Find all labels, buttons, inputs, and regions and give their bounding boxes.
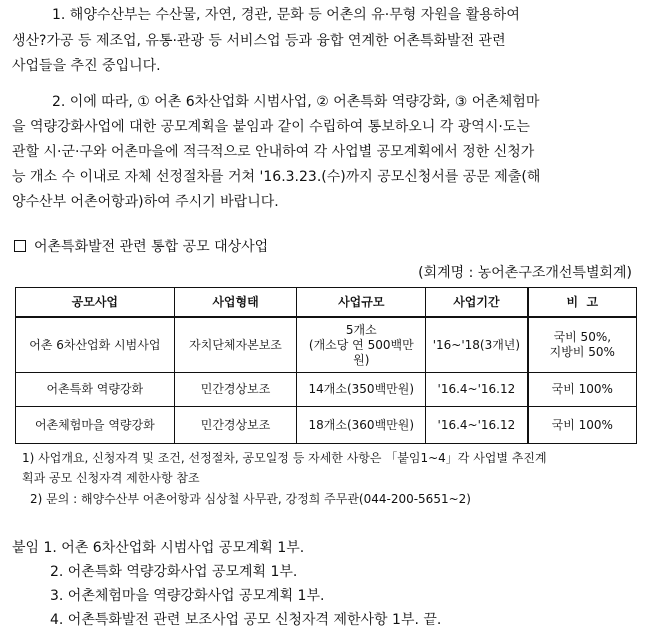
attachment-2: 2. 어촌특화 역량강화사업 공모계획 1부. bbox=[50, 564, 298, 580]
header-type: 사업형태 bbox=[174, 288, 297, 318]
note-1-line1: 1) 사업개요, 신청자격 및 조건, 선정절차, 공모일정 등 자세한 사항은 「붙임1~4」각 사업별 추진계 bbox=[22, 451, 547, 465]
header-period: 사업기간 bbox=[426, 288, 528, 318]
remarks-line: 국비 50%, bbox=[553, 330, 612, 344]
table-row bbox=[16, 373, 637, 407]
checkbox-bullet-icon bbox=[14, 240, 26, 252]
cell-project-type: 민간경상보조 bbox=[174, 373, 297, 407]
attachment-3: 3. 어촌체험마을 역량강화사업 공모계획 1부. bbox=[50, 588, 325, 604]
cell-project-remarks: 국비 100% bbox=[528, 373, 637, 407]
table-header-row bbox=[16, 288, 637, 318]
cell-project-scale: 18개소(360백만원) bbox=[297, 407, 426, 444]
section-heading bbox=[14, 236, 268, 256]
table-row bbox=[16, 407, 637, 444]
note-2: 2) 문의 : 해양수산부 어촌어항과 심상철 사무관, 강정희 주무관(044-200-5651~2) bbox=[30, 492, 471, 506]
cell-project-period: '16.4~'16.12 bbox=[426, 373, 528, 407]
para1-line2: 생산?가공 등 제조업, 유통·관광 등 서비스업 등과 융합 연계한 어촌특화발전 관련 bbox=[12, 33, 506, 49]
para2-line5: 양수산부 어촌어항과)하여 주시기 바랍니다. bbox=[12, 194, 279, 210]
para1-line1: 1. 해양수산부는 수산물, 자연, 경관, 문화 등 어촌의 유·무형 자원을 활용하여 bbox=[52, 7, 520, 23]
cell-project-remarks: 국비 100% bbox=[528, 407, 637, 444]
account-name: (회계명 : 농어촌구조개선특별회계) bbox=[418, 265, 632, 281]
section-title-text: 어촌특화발전 관련 통합 공모 대상사업 bbox=[34, 239, 269, 255]
cell-project-scale bbox=[297, 317, 426, 373]
cell-project-remarks bbox=[528, 317, 637, 373]
header-remarks: 비 고 bbox=[528, 288, 637, 318]
scale-line: 5개소 bbox=[345, 322, 377, 337]
attachment-1: 붙임 1. 어촌 6차산업화 시범사업 공모계획 1부. bbox=[12, 540, 305, 556]
attachment-4: 4. 어촌특화발전 관련 보조사업 공모 신청자격 제한사항 1부. 끝. bbox=[50, 612, 442, 628]
project-table bbox=[15, 287, 637, 444]
cell-project-scale: 14개소(350백만원) bbox=[297, 373, 426, 407]
header-project: 공모사업 bbox=[16, 288, 175, 318]
para1-line3: 사업들을 추진 중입니다. bbox=[12, 58, 161, 74]
header-scale: 사업규모 bbox=[297, 288, 426, 318]
para2-line1: 2. 이에 따라, ① 어촌 6차산업화 시범사업, ② 어촌특화 역량강화, ③ 어촌체험마 bbox=[52, 94, 540, 110]
scale-line: (개소당 연 500백만 bbox=[308, 337, 414, 352]
cell-project-period: '16.4~'16.12 bbox=[426, 407, 528, 444]
cell-project-name: 어촌체험마을 역량강화 bbox=[16, 407, 175, 444]
table-row bbox=[16, 317, 637, 373]
scale-line: 원) bbox=[353, 352, 370, 367]
remarks-line: 지방비 50% bbox=[549, 345, 615, 359]
para2-line4: 능 개소 수 이내로 자체 선정절차를 거쳐 '16.3.23.(수)까지 공모신청서를 공문 제출(해 bbox=[12, 169, 541, 185]
cell-project-type: 민간경상보조 bbox=[174, 407, 297, 444]
cell-project-name: 어촌 6차산업화 시범사업 bbox=[16, 317, 175, 373]
note-1-line2: 획과 공모 신청자격 제한사항 참조 bbox=[22, 471, 200, 485]
cell-project-type: 자치단체자본보조 bbox=[174, 317, 297, 373]
para2-line3: 관할 시·군·구와 어촌마을에 적극적으로 안내하여 각 사업별 공모계획에서 정한 신청가 bbox=[12, 144, 535, 160]
cell-project-period: '16~'18(3개년) bbox=[426, 317, 528, 373]
para2-line2: 을 역량강화사업에 대한 공모계획을 붙임과 같이 수립하여 통보하오니 각 광역시·도는 bbox=[12, 119, 530, 135]
cell-project-name: 어촌특화 역량강화 bbox=[16, 373, 175, 407]
